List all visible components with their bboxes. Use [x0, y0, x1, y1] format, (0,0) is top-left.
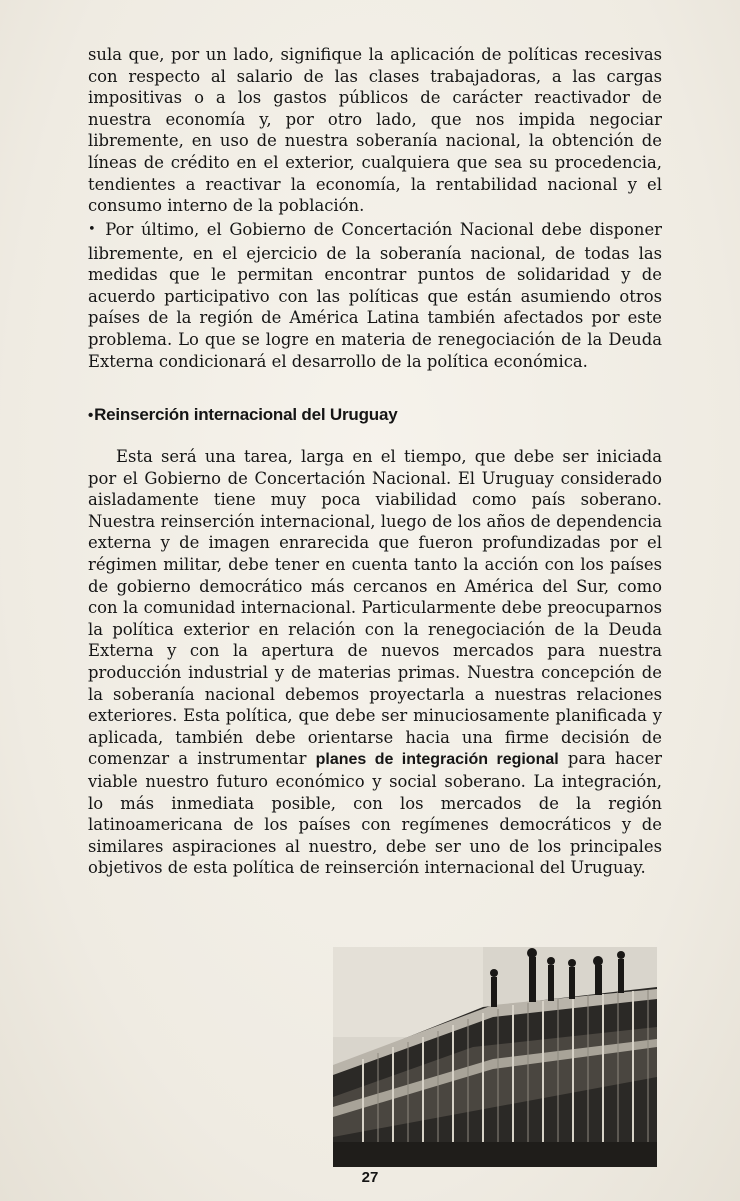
heading-text: Reinserción internacional del Uruguay: [94, 405, 398, 424]
section-heading: [88, 405, 397, 425]
paragraph-text: sula que, por un lado, signifique la aplicación de políticas recesivas con respecto al salario de las clases trabajadoras, a las cargas impositivas o a los gastos públicos de carácter reactivador de nuestra economía y, por otro lado, que nos impida negociar libremente, en uso de nuestra soberanía nacional, la obtención de líneas de crédito en el exterior, cualquiera que sea su procedencia, tendientes a reactivar la economía, la rentabilidad nacional y el consumo interno de la población.: [88, 45, 662, 216]
paragraph-reinsercion: [88, 446, 662, 879]
bold-phrase: planes de integración regional: [315, 751, 559, 769]
paragraph-continuation: [88, 44, 662, 217]
page-number: 27: [361, 1169, 379, 1186]
paragraph-text-a: Esta será una tarea, larga en el tiempo, que debe ser iniciada por el Gobierno de Concertación Nacional. El Uruguay considerado aisladamente tiene muy poca viabilidad como país soberano. Nuestra reinserción internacional, luego de los años de dependencia externa y de imagen enrarecida que fueron profundizadas por el régimen militar, debe tener en cuenta tanto la acción con los países de gobierno democrático más cercanos en América del Sur, como con la comunidad internacional. Particularmente debe preocuparnos la política exterior en relación con la renegociación de la Deuda Externa y con la apertura de nuevos mercados para nuestra producción industrial y de materias primas. Nuestra concepción de la soberanía nacional debemos proyectarla a nuestras relaciones exteriores. Esta política, que debe ser minuciosamente planificada y aplicada, también debe orientarse hacia una firme decisión de comenzar a instrumentar: [88, 447, 662, 769]
bullet-icon: •: [88, 222, 96, 237]
heading-bullet-icon: •: [88, 407, 94, 424]
paragraph-bullet-ultimo: [88, 219, 662, 372]
construction-photo: [333, 947, 657, 1167]
paragraph-text: Por último, el Gobierno de Concertación Nacional debe disponer libremente, en el ejercicio de la soberanía nacional, de todas las medidas que le permitan encontrar puntos de solidaridad y de acuerdo participativo con las políticas que están asumiendo otros países de la región de América Latina también afectados por este problema. Lo que se logre en materia de renegociación de la Deuda Externa condicionará el desarrollo de la política económica.: [88, 220, 662, 371]
paragraph-text-b: para hacer viable nuestro futuro económico y social soberano. La integración, lo más inmediata posible, con los mercados de la región latinoamericana de los países con regímenes democráticos y de similares aspiraciones al nuestro, debe ser uno de los principales objetivos de esta política de reinserción internacional del Uruguay.: [88, 749, 662, 878]
